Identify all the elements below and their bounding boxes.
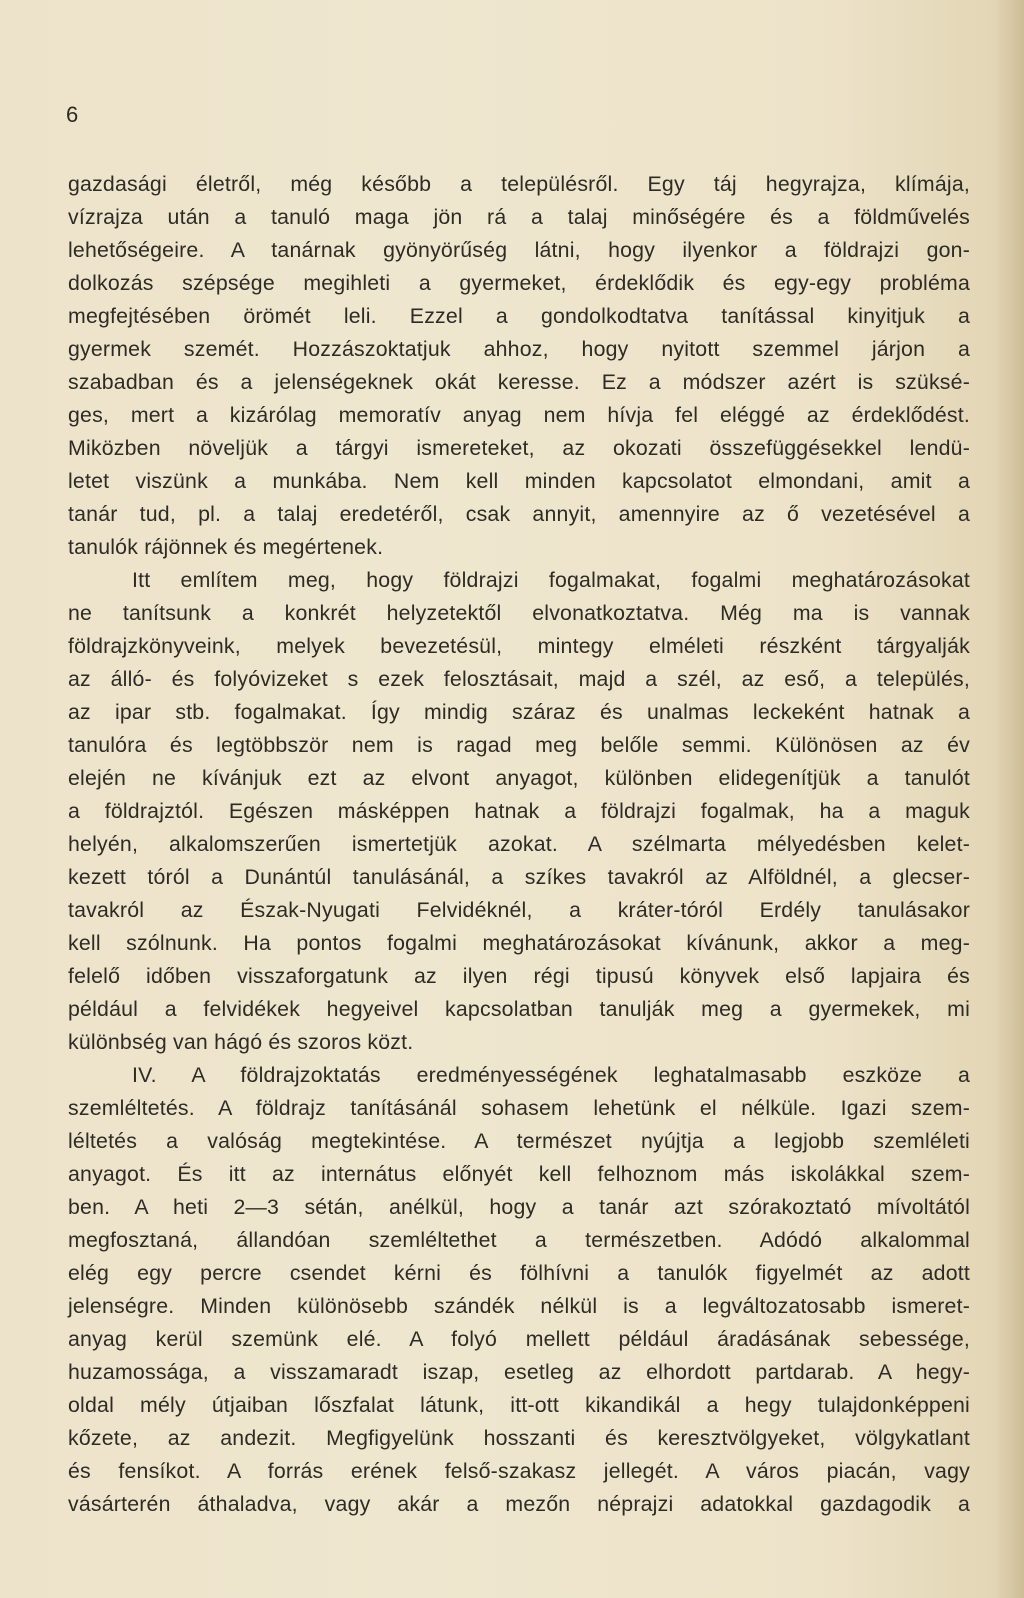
- text-line: az ipar stb. fogalmakat. Így mindig száraz és unalmas leckeként hatnak a: [68, 700, 970, 724]
- text-line: dolkozás szépsége megihleti a gyermeket, érdeklődik és egy-egy probléma: [68, 271, 970, 295]
- text-line: megfosztaná, állandóan szemléltethet a természetben. Adódó alkalommal: [68, 1228, 970, 1252]
- text-line: megfejtésében örömét leli. Ezzel a gondolkodtatva tanítással kinyitjuk a: [68, 304, 970, 328]
- text-line: letet viszünk a munkába. Nem kell minden kapcsolatot elmondani, amit a: [68, 469, 970, 493]
- text-line: földrajzkönyveink, melyek bevezetésül, mintegy elméleti részként tárgyalják: [68, 634, 970, 658]
- text-line: anyagot. És itt az internátus előnyét kell felhoznom más iskolákkal szem-: [68, 1162, 970, 1186]
- text-line: tanulók rájönnek és megértenek.: [68, 535, 384, 559]
- body-text: [68, 168, 970, 1521]
- text-line: különbség van hágó és szoros közt.: [68, 1030, 414, 1054]
- text-line: anyag kerül szemünk elé. A folyó mellett például áradásának sebessége,: [68, 1327, 970, 1351]
- text-line: ben. A heti 2—3 sétán, anélkül, hogy a tanár azt szórakoztató mívoltától: [68, 1195, 970, 1219]
- text-line: lehetőségeire. A tanárnak gyönyörűség látni, hogy ilyenkor a földrajzi gon-: [68, 238, 970, 262]
- text-line: vízrajza után a tanuló maga jön rá a talaj minőségére és a földművelés: [68, 205, 970, 229]
- text-line: vásárterén áthaladva, vagy akár a mezőn néprajzi adatokkal gazdagodik a: [68, 1492, 970, 1516]
- text-line: oldal mély útjaiban lőszfalat látunk, itt-ott kikandikál a hegy tulajdonképpeni: [68, 1393, 970, 1417]
- text-line: IV. A földrajzoktatás eredményességének leghatalmasabb eszköze a: [132, 1063, 970, 1087]
- text-line: huzamossága, a visszamaradt iszap, esetleg az elhordott partdarab. A hegy-: [68, 1360, 970, 1384]
- text-line: felelő időben visszaforgatunk az ilyen régi tipusú könyvek első lapjaira és: [68, 964, 970, 988]
- text-line: jelenségre. Minden különösebb szándék nélkül is a legváltozatosabb ismeret-: [68, 1294, 970, 1318]
- text-line: gyermek szemét. Hozzászoktatjuk ahhoz, hogy nyitott szemmel járjon a: [68, 337, 970, 361]
- text-line: elég egy percre csendet kérni és fölhívni a tanulók figyelmét az adott: [68, 1261, 970, 1285]
- text-line: Miközben növeljük a tárgyi ismereteket, az okozati összefüggésekkel lendü-: [68, 436, 970, 460]
- text-line: léltetés a valóság megtekintése. A természet nyújtja a legjobb szemléleti: [68, 1129, 970, 1153]
- text-line: Itt említem meg, hogy földrajzi fogalmakat, fogalmi meghatározásokat: [132, 568, 970, 592]
- text-line: ges, mert a kizárólag memoratív anyag nem hívja fel eléggé az érdeklődést.: [68, 403, 970, 427]
- text-line: kell szólnunk. Ha pontos fogalmi meghatározásokat kívánunk, akkor a meg-: [68, 931, 970, 955]
- text-line: tavakról az Észak-Nyugati Felvidéknél, a kráter-tóról Erdély tanulásakor: [68, 898, 970, 922]
- text-line: elején ne kívánjuk ezt az elvont anyagot, különben elidegenítjük a tanulót: [68, 766, 970, 790]
- text-line: például a felvidékek hegyeivel kapcsolatban tanulják meg a gyermekek, mi: [68, 997, 970, 1021]
- page-number: 6: [66, 102, 79, 127]
- text-line: tanár tud, pl. a talaj eredetéről, csak annyit, amennyire az ő vezetésével a: [68, 502, 970, 526]
- text-line: a földrajztól. Egészen másképpen hatnak a földrajzi fogalmak, ha a maguk: [68, 799, 970, 823]
- text-line: az álló- és folyóvizeket s ezek felosztásait, majd a szél, az eső, a település,: [68, 667, 970, 691]
- text-line: helyén, alkalomszerűen ismertetjük azokat. A szélmarta mélyedésben kelet-: [68, 832, 970, 856]
- text-line: és fensíkot. A forrás erének felső-szakasz jellegét. A város piacán, vagy: [68, 1459, 970, 1483]
- text-line: szemléltetés. A földrajz tanításánál sohasem lehetünk el nélküle. Igazi szem-: [68, 1096, 970, 1120]
- text-line: gazdasági életről, még később a településről. Egy táj hegyrajza, klímája,: [68, 172, 970, 196]
- text-line: ne tanítsunk a konkrét helyzetektől elvonatkoztatva. Még ma is vannak: [68, 601, 970, 625]
- text-line: tanulóra és legtöbbször nem is ragad meg belőle semmi. Különösen az év: [68, 733, 970, 757]
- text-line: szabadban és a jelenségeknek okát keresse. Ez a módszer azért is szüksé-: [68, 370, 970, 394]
- text-line: kezett tóról a Dunántúl tanulásánál, a szíkes tavakról az Alföldnél, a glecser-: [68, 865, 970, 889]
- text-line: kőzete, az andezit. Megfigyelünk hosszanti és keresztvölgyeket, völgykatlant: [68, 1426, 970, 1450]
